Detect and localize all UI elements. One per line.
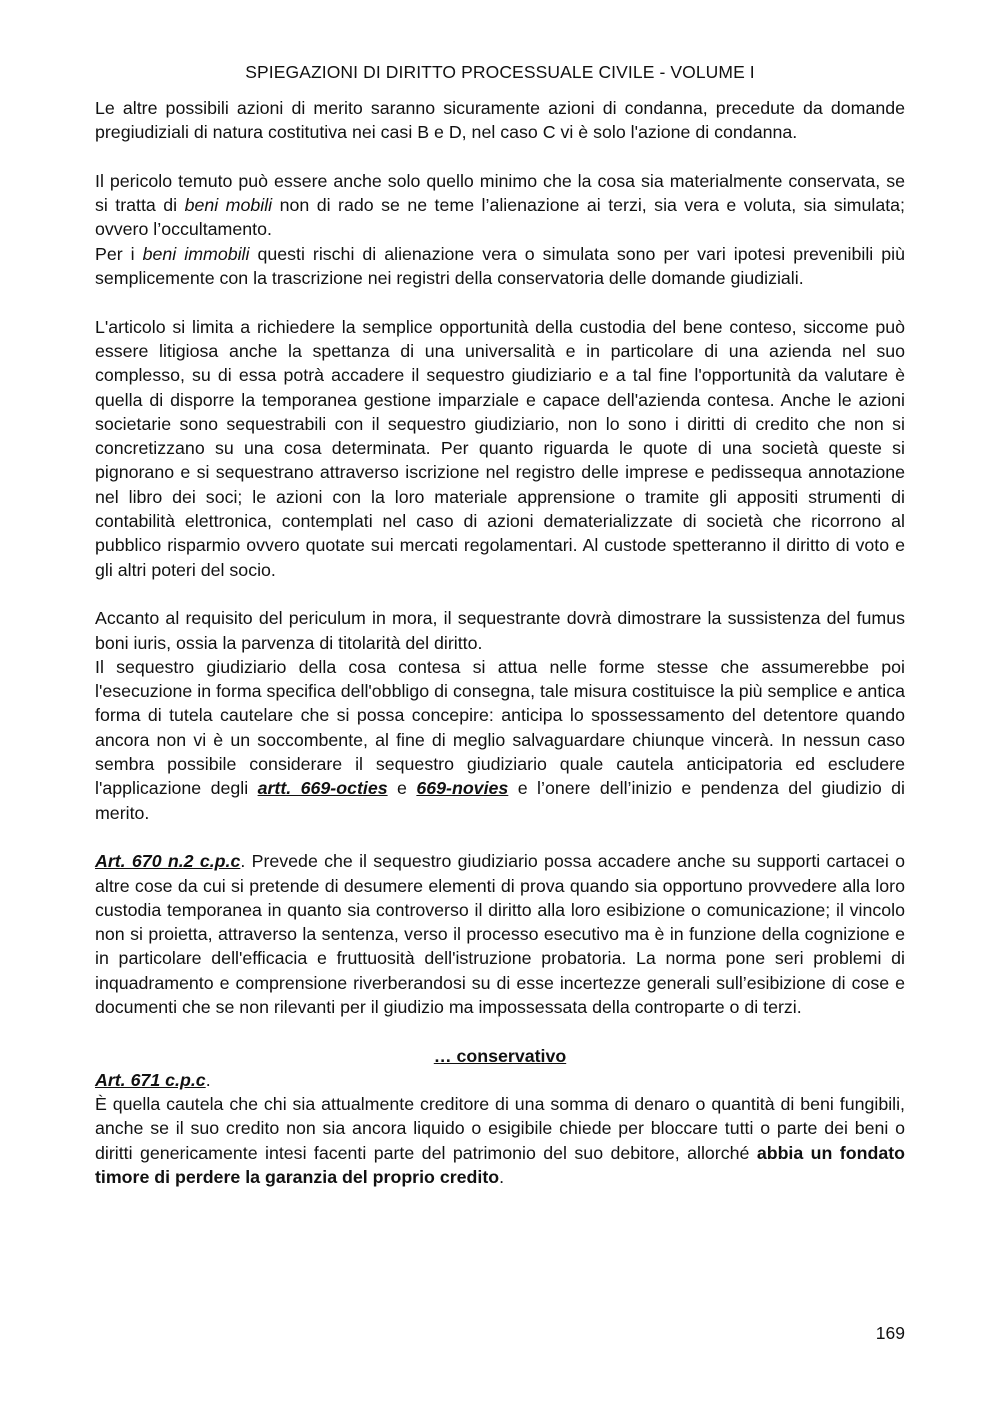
paragraph-conservative-seizure (95, 1092, 905, 1189)
text-run: Il sequestro giudiziario della cosa contesa si attua nelle forme stesse che assumerebbe poi l'esecuzione in forma specifica dell'obbligo di consegna, tale misura costituisce la più semplice e antica forma di tutela cautelare che si possa concepire: anticipa lo spossessamento del detentore quando ancora non vi è un soccombente, al fine di meglio salvaguardare chiunque vincerà. In nessun caso sembra possibile considerare il sequestro giudiziario quale cautela anticipatoria ed escludere l'applicazione degli (95, 656, 905, 799)
bold-phrase: abbia un fondato timore di perdere la garanzia del proprio credito (95, 1142, 905, 1188)
paragraph-merit-actions: Le altre possibili azioni di merito saranno sicuramente azioni di condanna, precedute da domande pregiudiziali di natura costitutiva nei casi B e D, nel caso C vi è solo l'azione di condanna. (95, 98, 905, 143)
paragraph-custody-opportunity: L'articolo si limita a richiedere la semplice opportunità della custodia del bene conteso, siccome può essere litigiosa anche la spettanza di una universalità e in particolare di una azienda nel suo complesso, su di essa potrà accadere il sequestro giudiziario e a tal fine l'opportunità da valutare è quella di disporre la temporanea gestione imparziale e capace dell'azienda contesa. Anche le azioni societarie sono sequestrabili con il sequestro giudiziario, non lo sono i diritti di credito che non si concretizzano su una cosa determinata. Per quanto riguarda le quote di una società queste si pignorano e si sequestrano attraverso iscrizione nel registro delle imprese e pedissequa annotazione nel libro dei soci; le azioni con la loro materiale apprensione o tramite gli appositi strumenti di contabilità elettronica, contemplati nel caso di azioni dematerializzate di società che ricorrono al pubblico risparmio ovvero quotate sui mercati regolamentari. Al custode spetteranno il diritto di voto e gli altri poteri del socio. (95, 316, 905, 580)
text-run: È quella cautela che chi sia attualmente creditore di una somma di denaro o quantità di beni fungibili, anche se il suo credito non sia ancora liquido o esigibile chiede per bloccare tutti o parte dei beni o diritti genericamente intesi facenti parte del patrimonio del suo debitore, allorché (95, 1094, 905, 1163)
text-run: . Prevede che il sequestro giudiziario possa accadere anche su supporti cartacei o altre cose da cui si pretende di desumere elementi di prova quando sia opportuno provvedere alla loro custodia temporanea in quanto sia controverso il diritto alla loro esibizione o comunicazione; il vincolo non si proietta, attraverso la sentenza, verso il processo esecutivo ma è in funzione della cognizione e in particolare dell'efficacia e fruttuosità dell'istruzione probatoria. La norma pone seri problemi di inquadramento e comprensione riverberandosi su di esse incertezze generali sull’esibizione di cose e documenti che se non rilevanti per il giudizio ma impossessata della controparte o di terzi. (95, 851, 905, 1017)
paragraph-feared-danger (95, 169, 905, 242)
text-run: non di rado se ne teme l’alienazione ai terzi, sia vera e voluta, sia simulata; ovvero l’occultamento. (95, 195, 905, 240)
paragraph-judicial-seizure (95, 655, 905, 825)
text-run: Per i (95, 243, 143, 264)
article-reference-670[interactable]: Art. 670 n.2 c.p.c (95, 851, 241, 872)
page-number: 169 (875, 1323, 905, 1343)
running-header: SPIEGAZIONI DI DIRITTO PROCESSUALE CIVILE - VOLUME I (245, 62, 755, 82)
text-run: Il pericolo temuto può essere anche solo quello minimo che la cosa sia materialmente conservata, se si tratta di (95, 170, 905, 216)
text-run: questi rischi di alienazione vera o simulata sono per vari ipotesi prevenibili più semplicemente con la trascrizione nei registri della conservatoria delle domande giudiziali. (95, 243, 905, 289)
article-reference-669-novies[interactable]: 669-novies (416, 778, 509, 799)
paragraph-periculum-fumus: Accanto al requisito del periculum in mora, il sequestrante dovrà dimostrare la sussistenza del fumus boni iuris, ossia la parvenza di titolarità del diritto. (95, 608, 905, 653)
article-reference-669-octies[interactable]: artt. 669-octies (257, 778, 388, 799)
text-run: . (205, 1069, 211, 1090)
paragraph-art-670 (95, 849, 905, 1019)
italic-term-beni-immobili: beni immobili (142, 243, 250, 264)
text-run: e (387, 778, 417, 799)
italic-term-beni-mobili: beni mobili (184, 195, 273, 216)
paragraph-art-671 (95, 1068, 905, 1092)
section-heading-conservativo: … conservativo (433, 1045, 567, 1066)
article-reference-671[interactable]: Art. 671 c.p.c (95, 1069, 206, 1090)
paragraph-immovable-goods (95, 242, 905, 291)
page-body (95, 96, 905, 1189)
text-run: . (499, 1167, 505, 1188)
text-run: e l’onere dell’inizio e pendenza del giudizio di merito. (95, 778, 905, 823)
